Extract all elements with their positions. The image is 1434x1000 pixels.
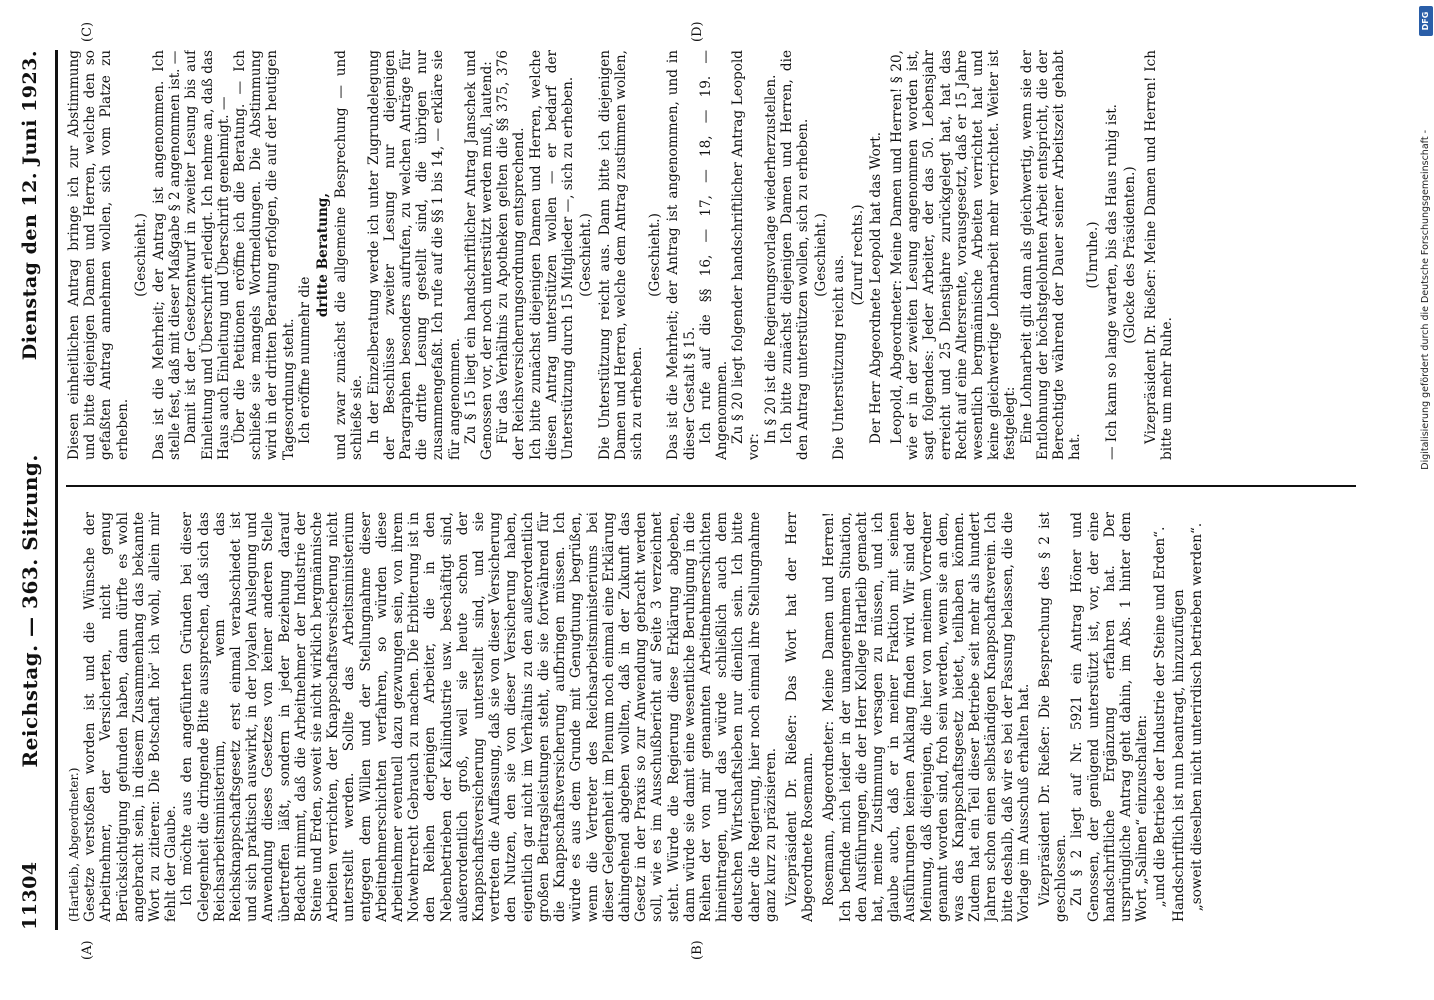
quoted-amendment: „soweit dieselben nicht unterirdisch betrieben werden“. [1188, 522, 1205, 912]
stage-direction: (Glocke des Präsidenten.) [1121, 166, 1138, 344]
paragraph: Ich möchte aus den angeführten Gründen bei dieser Gelegenheit die dringende Bitte aussprechen, daß sich das Reichsarbeitsministerium, wenn das Reichsknappschaftsgesetz erst einmal verabschiedet ist und sich praktisch auswirkt, in der loyalen Auslegung und Anwendung dieses Gesetzes von keiner anderen Stelle übertreffen läßt, sondern in jeder Beziehung darauf Bedacht nimmt, daß die Arbeitnehmer der Industrie der Steine und Erden, soweit sie nicht wirklich bergmännische Arbeiten verrichten, der Knappschaftsversicherung nicht unterstellt werden. Sollte das Arbeitsministerium entgegen dem Willen und der Stellungnahme dieser Arbeitnehmerschichten verfahren, so würden diese Arbeitnehmer eventuell dazu gezwungen sein, von ihrem Notwehrrecht Gebrauch zu machen. Die Erbitterung ist in den Reihen derjenigen Arbeiter, die in den Nebenbetrieben der Kaliindustrie usw. beschäftigt sind, außerordentlich groß, weil sie heute schon der Knappschaftsversicherung unterstellt sind, und sie vertreten die Auffassung, daß sie von dieser Versicherung den Nutzen, den sie von dieser Versicherung haben, eigentlich gar nicht im Verhältnis zu den außerordentlich großen Beitragsleistungen steht, die sie fortwährend für die Knappschaftsversicherung aufbringen müssen. Ich würde es aus dem Grunde mit Genugtuung begrüßen, wenn die Vertreter des Reichsarbeitsministeriums bei dieser Gelegenheit im Plenum noch einmal eine Erklärung dahingehend abgeben wollten, daß in der Zukunft das Gesetz in der Praxis so zur Anwendung gebracht werden soll, wie es im Ausschußbericht auf Seite 3 verzeichnet steht. Würde die Regierung diese Erklärung abgeben, dann würde sie damit eine wesentliche Beruhigung in die Reihen der von mir genannten Arbeitnehmerschichten hineintragen, und das würde schließlich auch dem deutschen Wirtschaftsleben nur dienlich sein. Ich bitte daher die Regierung, hier noch einmal ihre Stellungnahme ganz kurz zu präzisieren. [179, 512, 779, 922]
page-number: 11304 [19, 861, 41, 930]
quoted-rule: Eine Lohnarbeit gilt dann als gleichwertig, wenn sie der Entlohnung der höchstgelohnten Arbeit entspricht, die der Berechtigte während der Dauer seiner Arbeitszeit gehabt hat. [1018, 50, 1084, 460]
paragraph: Diesen einheitlichen Antrag bringe ich zur Abstimmung und bitte diejenigen Damen und Herren, welche den so gefaßten Antrag annehmen wollen, sich vom Platze zu erheben. [66, 50, 131, 460]
quoted-amendment: In § 20 ist die Regierungsvorlage wiederherzustellen. [762, 74, 779, 444]
left-column [66, 512, 1366, 922]
stage-direction: (Zuruf rechts.) [849, 204, 866, 306]
paragraph: Vizepräsident Dr. Rießer: Meine Damen und Herren! Ich bitte um mehr Ruhe. [1143, 50, 1176, 460]
speaker-continuation: (Hartleib, Abgeordneter.) [67, 767, 81, 922]
paragraph: Zu § 15 liegt ein handschriftlicher Antrag Janschek und Genossen vor, der noch unterstützt werden muß, lautend: [462, 50, 496, 460]
dfg-logo-text: DFG [1421, 11, 1430, 31]
paragraph: Der Herr Abgeordnete Leopold hat das Wort. [867, 131, 884, 444]
paragraph: Vizepräsident Dr. Rießer: Das Wort hat der Herr Abgeordnete Rosemann. [783, 512, 817, 922]
paragraph: — Ich kann so lange warten, bis das Haus ruhig ist. [1103, 104, 1120, 460]
stage-direction: (Geschieht.) [647, 213, 664, 297]
header-date: Dienstag den 12. Juni 1923. [19, 50, 41, 361]
margin-mark-c: (C) [80, 21, 95, 42]
page-header [8, 50, 52, 930]
margin-mark-b: (B) [690, 940, 705, 960]
paragraph: Damit ist der Gesetzentwurf in zweiter Lesung bis auf Einleitung und Überschrift erledigt. Ich nehme an, daß das Haus auch Einleitung und Überschrift genehmigt. — [183, 50, 232, 460]
header-title: Reichstag. — 363. Sitzung. [18, 454, 42, 768]
margin-mark-a: (A) [80, 940, 95, 960]
paragraph: Rosemann, Abgeordneter: Meine Damen und Herren! Ich befinde mich leider in der unangenehmen Situation, den Ausführungen, die der Herr Kollege Hartleib gemacht hat, meine Zustimmung versagen zu müssen, und ich glaube auch, daß er in meiner Fraktion mit seinen Ausführungen keinen Anklang finden wird. Wir sind der Meinung, daß diejenigen, die hier von meinem Vorredner genannt worden sind, froh sein werden, wenn sie an dem, was das Knappschaftsgesetz bietet, teilhaben können. Zudem hat ein Teil dieser Betriebe seit mehr als hundert Jahren schon einen selbständigen Knappschaftsverein. Ich bitte deshalb, daß wir es bei der Fassung belassen, die die Vorlage im Ausschuß erhalten hat. [821, 512, 1032, 922]
right-column [66, 50, 1366, 460]
paragraph: Handschriftlich ist nun beantragt, hinzuzufügen [1170, 589, 1187, 922]
paragraph: Ich rufe auf die §§ 16, — 17, — 18, — 19. — Angenommen. [697, 50, 730, 460]
paragraph: und zwar zunächst die allgemeine Besprechung — und schließe sie. [333, 50, 366, 460]
paragraph: Zu § 20 liegt folgender handschriftlicher Antrag Leopold vor: [730, 50, 763, 460]
quoted-amendment: „und die Betriebe der Industrie der Steine und Erden“. [1152, 526, 1169, 908]
stage-direction: (Unruhe.) [1085, 221, 1102, 289]
paragraph: Über die Petitionen eröffne ich die Beratung. — Ich schließe sie mangels Wortmeldungen. Die Abstimmung wird in der dritten Beratung erfolgen, die auf der heutigen Tagesordnung steht. [232, 50, 297, 460]
margin-mark-d: (D) [690, 21, 705, 42]
paragraph: Gesetze verstoßen worden ist und die Wünsche der Arbeitnehmer, der Versicherten, nicht genug Berücksichtigung gefunden haben, dann dürfte es wohl angebracht sein, in diesem Zusammenhang das bekannte Wort zu zitieren: Die Botschaft hör' ich wohl, allein mir fehlt der Glaube. [82, 512, 180, 922]
paragraph: Leopold, Abgeordneter: Meine Damen und Herren! § 20, wie er in der zweiten Lesung angenommen worden ist, sagt folgendes: Jeder Arbeiter, der das 50. Lebensjahr erreicht und 25 Dienstjahre zurückgelegt hat, hat das Recht auf eine Altersrente, vorausgesetzt, daß er 15 Jahre wesentlich bergmännische Arbeiten verrichtet hat und keine gleichwertige Lohnarbeit mehr verrichtet. Weiter ist festgelegt: [888, 50, 1019, 460]
paragraph: Ich eröffne nunmehr die [296, 276, 313, 444]
paragraph: Zu § 2 liegt auf Nr. 5921 ein Antrag Höner und Genossen, der genügend unterstützt ist, vor, der eine handschriftliche Ergänzung erfahren hat. Der ursprüngliche Antrag geht dahin, im Abs. 1 hinter dem Wort „Salinen“ einzuschalten: [1069, 512, 1151, 922]
stage-direction: (Geschieht.) [578, 213, 595, 297]
paragraph: Ich bitte zunächst diejenigen Damen und Herren, die den Antrag unterstützen wollen, sich zu erheben. [778, 50, 811, 460]
credit-text: Digitalisierung gefördert durch die Deutsche Forschungsgemeinschaft - [1420, 130, 1431, 470]
dfg-credit [1418, 0, 1434, 1000]
column-rule [66, 485, 1356, 487]
paragraph: Das ist die Mehrheit; der Antrag ist angenommen, und in dieser Gestalt § 15. [665, 50, 698, 460]
paragraph: In der Einzelberatung werde ich unter Zugrundelegung der Beschlüsse zweiter Lesung nur diejenigen Paragraphen besonders aufrufen, zu welchen Anträge für die dritte Lesung gestellt sind, die übrigen nur zusammengefaßt. Ich rufe auf die §§ 1 bis 14, — erkläre sie für angenommen. [365, 50, 463, 460]
paragraph: Das ist die Mehrheit; der Antrag ist angenommen. Ich stelle fest, daß mit dieser Maßgabe § 2 angenommen ist. — [151, 50, 184, 460]
paragraph: Die Unterstützung reicht aus. [831, 254, 848, 460]
header-rule [55, 50, 58, 930]
quoted-amendment: Für das Verhältnis zu Apotheken gelten die §§ 375, 376 der Reichsversicherungsordnung entsprechend. [495, 50, 528, 460]
paragraph: Ich bitte zunächst diejenigen Damen und Herren, welche diesen Antrag unterstützen wollen — er bedarf der Unterstützung durch 15 Mitglieder —, sich zu erheben. [527, 50, 577, 460]
paragraph: Die Unterstützung reicht aus. Dann bitte ich diejenigen Damen und Herren, welche dem Antrag zustimmen wollen, sich zu erheben. [596, 50, 645, 460]
stage-direction: (Geschieht.) [813, 213, 830, 297]
paragraph: Vizepräsident Dr. Rießer: Die Besprechung des § 2 ist geschlossen. [1036, 512, 1070, 922]
section-heading: dritte Beratung, [315, 192, 332, 318]
stage-direction: (Geschieht.) [132, 213, 149, 297]
dfg-logo [1419, 6, 1433, 36]
